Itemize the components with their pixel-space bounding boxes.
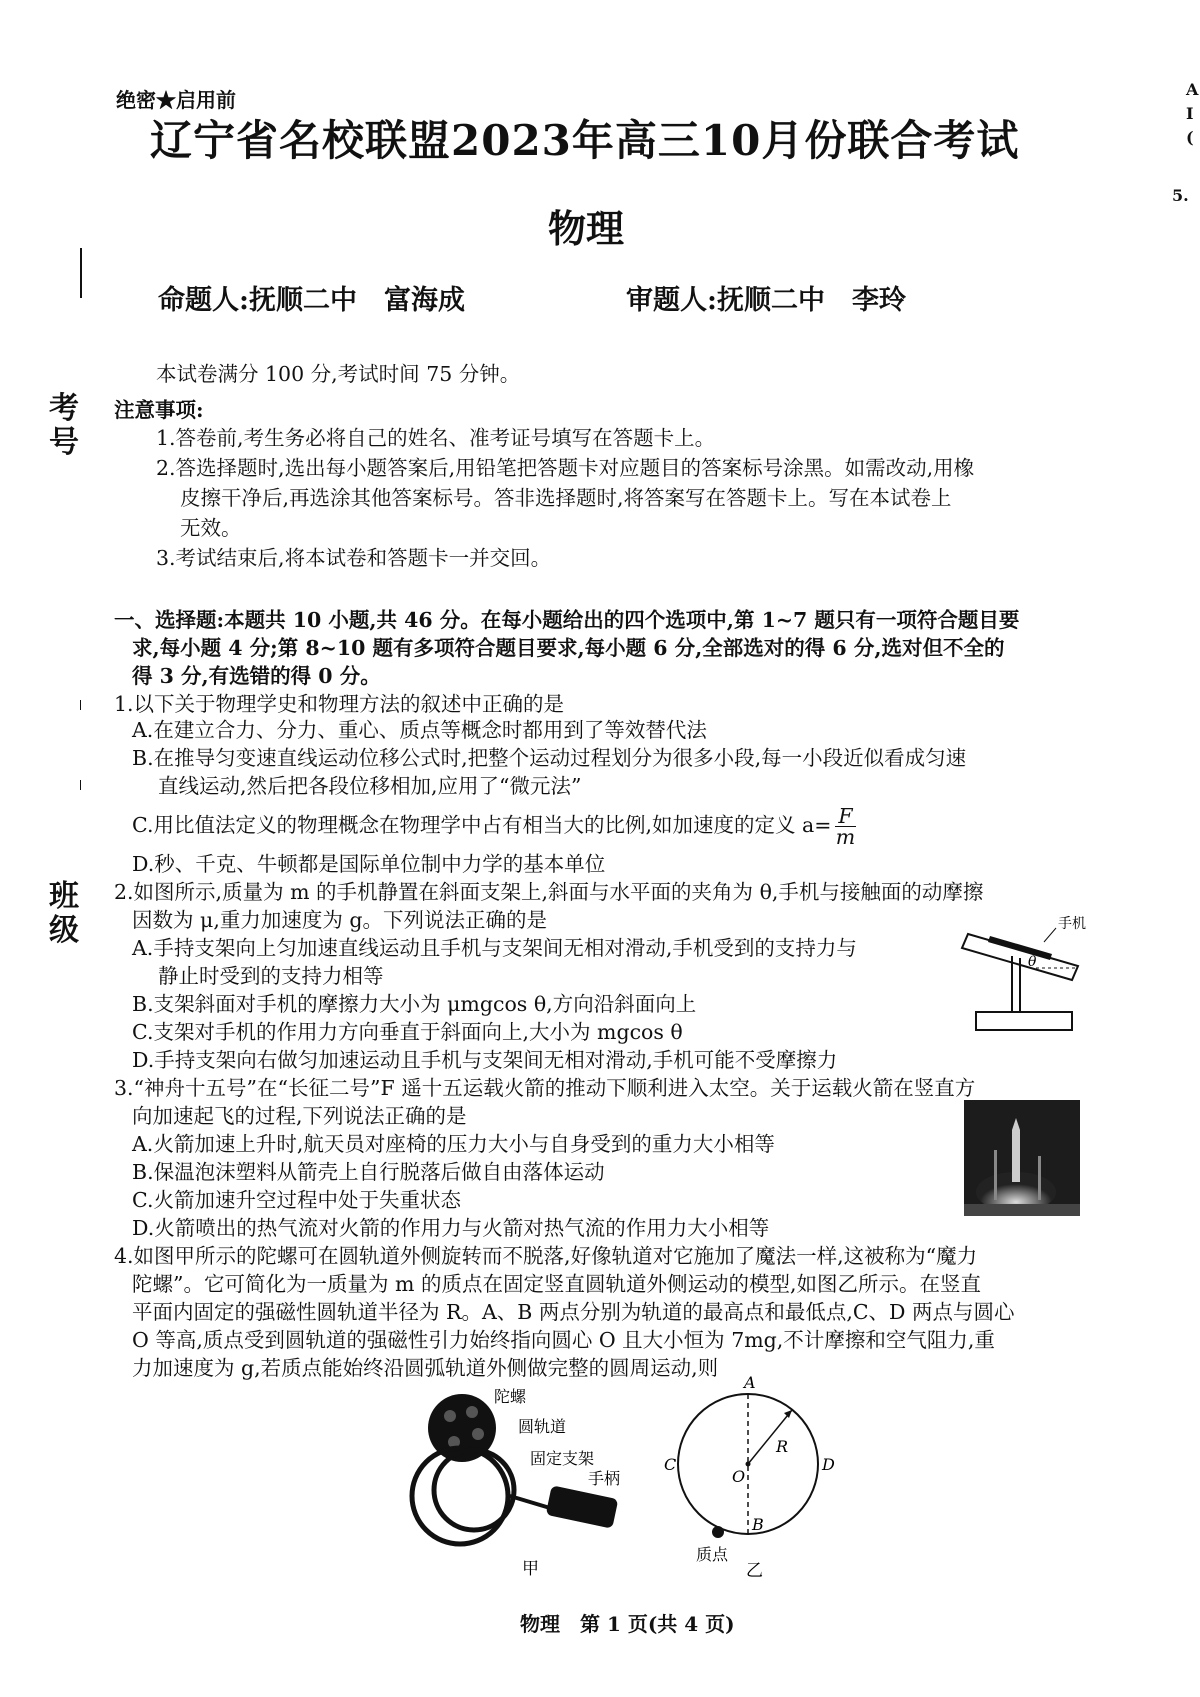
q1-option-a: A.在建立合力、分力、重心、质点等概念时都用到了等效替代法 [132,718,707,742]
q2-stem-cont: 因数为 μ,重力加速度为 g。下列说法正确的是 [132,908,547,932]
phone-shape [988,936,1052,960]
formula-fraction [835,806,855,847]
edge-mark: I [1186,104,1194,123]
notice-item: 无效。 [180,516,242,540]
point-b-label: B [752,1515,764,1534]
class-label: 班级 [49,879,79,948]
q1-stem: 1.以下关于物理学史和物理方法的叙述中正确的是 [114,692,565,716]
point-c-label: C [664,1455,677,1474]
gyroscope-label: 陀螺 [494,1387,527,1406]
q3-option-c: C.火箭加速升空过程中处于失重状态 [132,1188,461,1212]
phone-label: 手机 [1058,916,1086,932]
fixed-bracket [510,1496,550,1508]
binding-line [80,700,81,710]
confidential-mark: 绝密★启用前 [116,88,236,112]
launch-tower [1038,1156,1041,1200]
circular-orbit-diagram [660,1366,840,1592]
binding-line [80,780,81,790]
q3-option-a: A.火箭加速上升时,航天员对座椅的压力大小与自身受到的重力大小相等 [132,1132,775,1156]
section-heading: 一、选择题:本题共 10 小题,共 46 分。在每小题给出的四个选项中,第 1~7 题只有一项符合题目要 [114,608,1020,632]
track-label: 圆轨道 [518,1417,567,1436]
notice-item: 1.答卷前,考生务必将自己的姓名、准考证号填写在答题卡上。 [156,426,716,450]
notice-heading: 注意事项: [114,398,204,422]
q4-stem-cont: 陀螺”。它可简化为一质量为 m 的质点在固定竖直圆轨道外侧运动的模型,如图乙所示。在竖直 [132,1272,981,1296]
section-heading: 得 3 分,有选错的得 0 分。 [132,664,381,688]
theta-label: θ [1028,954,1037,970]
gyroscope-figure [400,1378,640,1588]
phone-stand-figure [960,912,1100,1036]
bracket-label: 固定支架 [530,1449,595,1468]
edge-mark: ( [1186,128,1194,147]
figure-caption: 甲 [522,1559,539,1579]
label-leader [1044,928,1056,942]
notice-item: 2.答选择题时,选出每小题答案后,用铅笔把答题卡对应题目的答案标号涂黑。如需改动,用橡 [156,456,975,480]
particle-label: 质点 [696,1545,729,1564]
q1-option-c [132,806,856,847]
subject-title: 物理 [548,206,625,251]
q2-option-b: B.支架斜面对手机的摩擦力大小为 μmgcos θ,方向沿斜面向上 [132,992,697,1016]
radius-r-label: R [776,1437,789,1456]
rocket-body [1012,1130,1020,1182]
q2-option-a-cont: 静止时受到的支持力相等 [158,964,384,988]
notice-item: 皮擦干净后,再选涂其他答案标号。答非选择题时,将答案写在答题卡上。写在本试卷上 [180,486,952,510]
center-o-label: O [732,1467,746,1486]
q1-option-b: B.在推导匀变速直线运动位移公式时,把整个运动过程划分为很多小段,每一小段近似看成匀速 [132,746,967,770]
q1-option-b-cont: 直线运动,然后把各段位移相加,应用了“微元法” [158,774,582,798]
exam-intro: 本试卷满分 100 分,考试时间 75 分钟。 [156,362,521,386]
stand-base [976,1012,1072,1030]
rocket-launch-photo [964,1100,1080,1216]
q4-stem-cont: 力加速度为 g,若质点能始终沿圆弧轨道外侧做完整的圆周运动,则 [132,1356,719,1380]
author-line: 命题人:抚顺二中 富海成 [158,285,465,316]
q2-option-c: C.支架对手机的作用力方向垂直于斜面向上,大小为 mgcos θ [132,1020,683,1044]
q4-stem-cont: 平面内固定的强磁性圆轨道半径为 R。A、B 两点分别为轨道的最高点和最低点,C、D 两点与圆心 [132,1300,1015,1324]
q3-stem: 3.“神舟十五号”在“长征二号”F 遥十五运载火箭的推动下顺利进入太空。关于运载火箭在竖直方 [114,1076,976,1100]
ground [964,1204,1080,1216]
particle [712,1526,724,1538]
notice-item: 3.考试结束后,将本试卷和答题卡一并交回。 [156,546,552,570]
q2-option-d: D.手持支架向右做匀加速运动且手机与支架间无相对滑动,手机可能不受摩擦力 [132,1048,838,1072]
page-footer: 物理 第 1 页(共 4 页) [520,1612,735,1636]
binding-line [80,248,82,298]
q2-option-a: A.手持支架向上匀加速直线运动且手机与支架间无相对滑动,手机受到的支持力与 [132,936,857,960]
fraction-denominator: m [835,825,856,849]
fraction-numerator: F [835,806,855,827]
circular-track-inner [434,1450,514,1530]
center-point [746,1462,751,1467]
point-d-label: D [822,1455,835,1474]
q2-stem: 2.如图所示,质量为 m 的手机静置在斜面支架上,斜面与水平面的夹角为 θ,手机与接触面的动摩擦 [114,880,984,904]
q1-option-c-text: C.用比值法定义的物理概念在物理学中占有相当大的比例,如加速度的定义 a= [132,813,832,837]
q3-option-d: D.火箭喷出的热气流对火箭的作用力与火箭对热气流的作用力大小相等 [132,1216,770,1240]
edge-mark: A [1186,80,1199,99]
q3-stem-cont: 向加速起飞的过程,下列说法正确的是 [132,1104,467,1128]
exam-title: 辽宁省名校联盟2023年高三10月份联合考试 [150,116,1020,165]
edge-mark: 5. [1172,186,1189,205]
figure-caption: 乙 [746,1561,763,1581]
q4-stem-cont: O 等高,质点受到圆轨道的强磁性引力始终指向圆心 O 且大小恒为 7mg,不计摩擦和空气阻力,重 [132,1328,995,1352]
q3-option-b: B.保温泡沫塑料从箭壳上自行脱落后做自由落体运动 [132,1160,605,1184]
exam-number-label: 考号 [49,391,79,460]
q4-stem: 4.如图甲所示的陀螺可在圆轨道外侧旋转而不脱落,好像轨道对它施加了魔法一样,这被称为“魔力 [114,1244,978,1268]
handle [546,1485,619,1528]
point-a-label: A [744,1373,756,1392]
q1-option-d: D.秒、千克、牛顿都是国际单位制中力学的基本单位 [132,852,606,876]
reviewer-line: 审题人:抚顺二中 李玲 [626,285,906,316]
launch-tower [994,1150,997,1200]
handle-label: 手柄 [588,1469,621,1488]
section-heading: 求,每小题 4 分;第 8~10 题有多项符合题目要求,每小题 6 分,全部选对的得 6 分,选对但不全的 [132,636,1005,660]
